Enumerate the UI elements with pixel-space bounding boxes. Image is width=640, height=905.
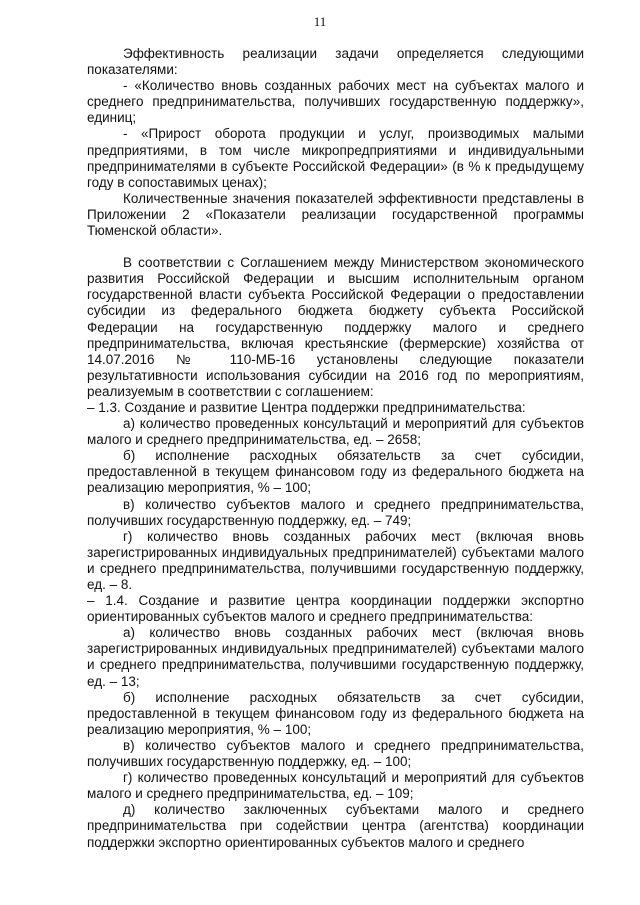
section-1-3-heading: – 1.3. Создание и развитие Центра поддержки предпринимательства: — [87, 399, 526, 415]
item-1-4-v: в) количество субъектов малого и среднего предпринимательства, получивших государственную поддержку, ед. – 100; — [87, 737, 584, 770]
item-1-3-v: в) количество субъектов малого и среднего предпринимательства, получивших государственную поддержку, ед. – 749; — [87, 496, 584, 528]
item-1-3-g: г) количество вновь созданных рабочих мест (включая вновь зарегистрированных индивидуальных предпринимателей) субъектами малого и среднего предпринимательства, получившими государственную поддержку, ед. – 8. — [87, 528, 584, 592]
item-1-4-g: г) количество проведенных консультаций и мероприятий для субъектов малого и среднего предпринимательства, ед. – 109; — [87, 770, 584, 802]
paragraph-appendix-reference: Количественные значения показателей эффективности представлены в Приложении 2 «Показатели реализации государственной программы Тюменской области». — [87, 190, 584, 239]
paragraph-intro: Эффективность реализации задачи определяется следующими показателями: — [87, 46, 584, 78]
paragraph-indicator-jobs: - «Количество вновь созданных рабочих мест на субъектах малого и среднего предпринимательства, получивших государственную поддержку», единиц; — [87, 78, 584, 126]
paragraph-agreement: В соответствии с Соглашением между Министерством экономического развития Российской Федерации и высшим исполнительным органом государственной власти субъекта Российской Федерации о предоставлении субсидии из федерального бюджета бюджету субъекта Российской Федерации на государственную поддержку малого и среднего предпринимательства, включая крестьянские (фермерские) хозяйства от 14.07.2016 № 110-МБ-16 установлены следующие показатели результативности использования субсидии на 2016 год по мероприятиям, реализуемым в соответствии с соглашением: — [87, 255, 584, 399]
item-1-4-d: д) количество заключенных субъектами малого и среднего предпринимательства при содействии центра (агентства) координации поддержки экспортно ориентированных субъектов малого и среднего — [87, 802, 584, 850]
paragraph-gap — [87, 239, 584, 255]
item-1-3-a: а) количество проведенных консультаций и мероприятий для субъектов малого и среднего предпринимательства, ед. – 2658; — [87, 416, 584, 448]
item-1-4-b: б) исполнение расходных обязательств за счет субсидии, предоставленной в текущем финансовом году из федерального бюджета на реализацию мероприятия, % – 100; — [87, 689, 584, 737]
document-body — [87, 46, 584, 851]
item-1-4-a: а) количество вновь созданных рабочих мест (включая вновь зарегистрированных индивидуальных предпринимателей) субъектами малого и среднего предпринимательства, получившими государственную поддержку, ед. – 13; — [87, 625, 584, 689]
item-1-3-b: б) исполнение расходных обязательств за счет субсидии, предоставленной в текущем финансовом году из федерального бюджета на реализацию мероприятия, % – 100; — [87, 448, 584, 496]
page-number: 11 — [313, 14, 327, 29]
paragraph-indicator-turnover: - «Прирост оборота продукции и услуг, производимых малыми предприятиями, в том числе микропредприятиями и индивидуальными предпринимателями в субъекте Российской Федерации» (в % к предыдущему году в сопоставимых ценах); — [87, 126, 584, 190]
section-1-4-heading: – 1.4. Создание и развитие центра координации поддержки экспортно ориентированных субъектов малого и среднего предпринимательства: — [87, 593, 584, 625]
